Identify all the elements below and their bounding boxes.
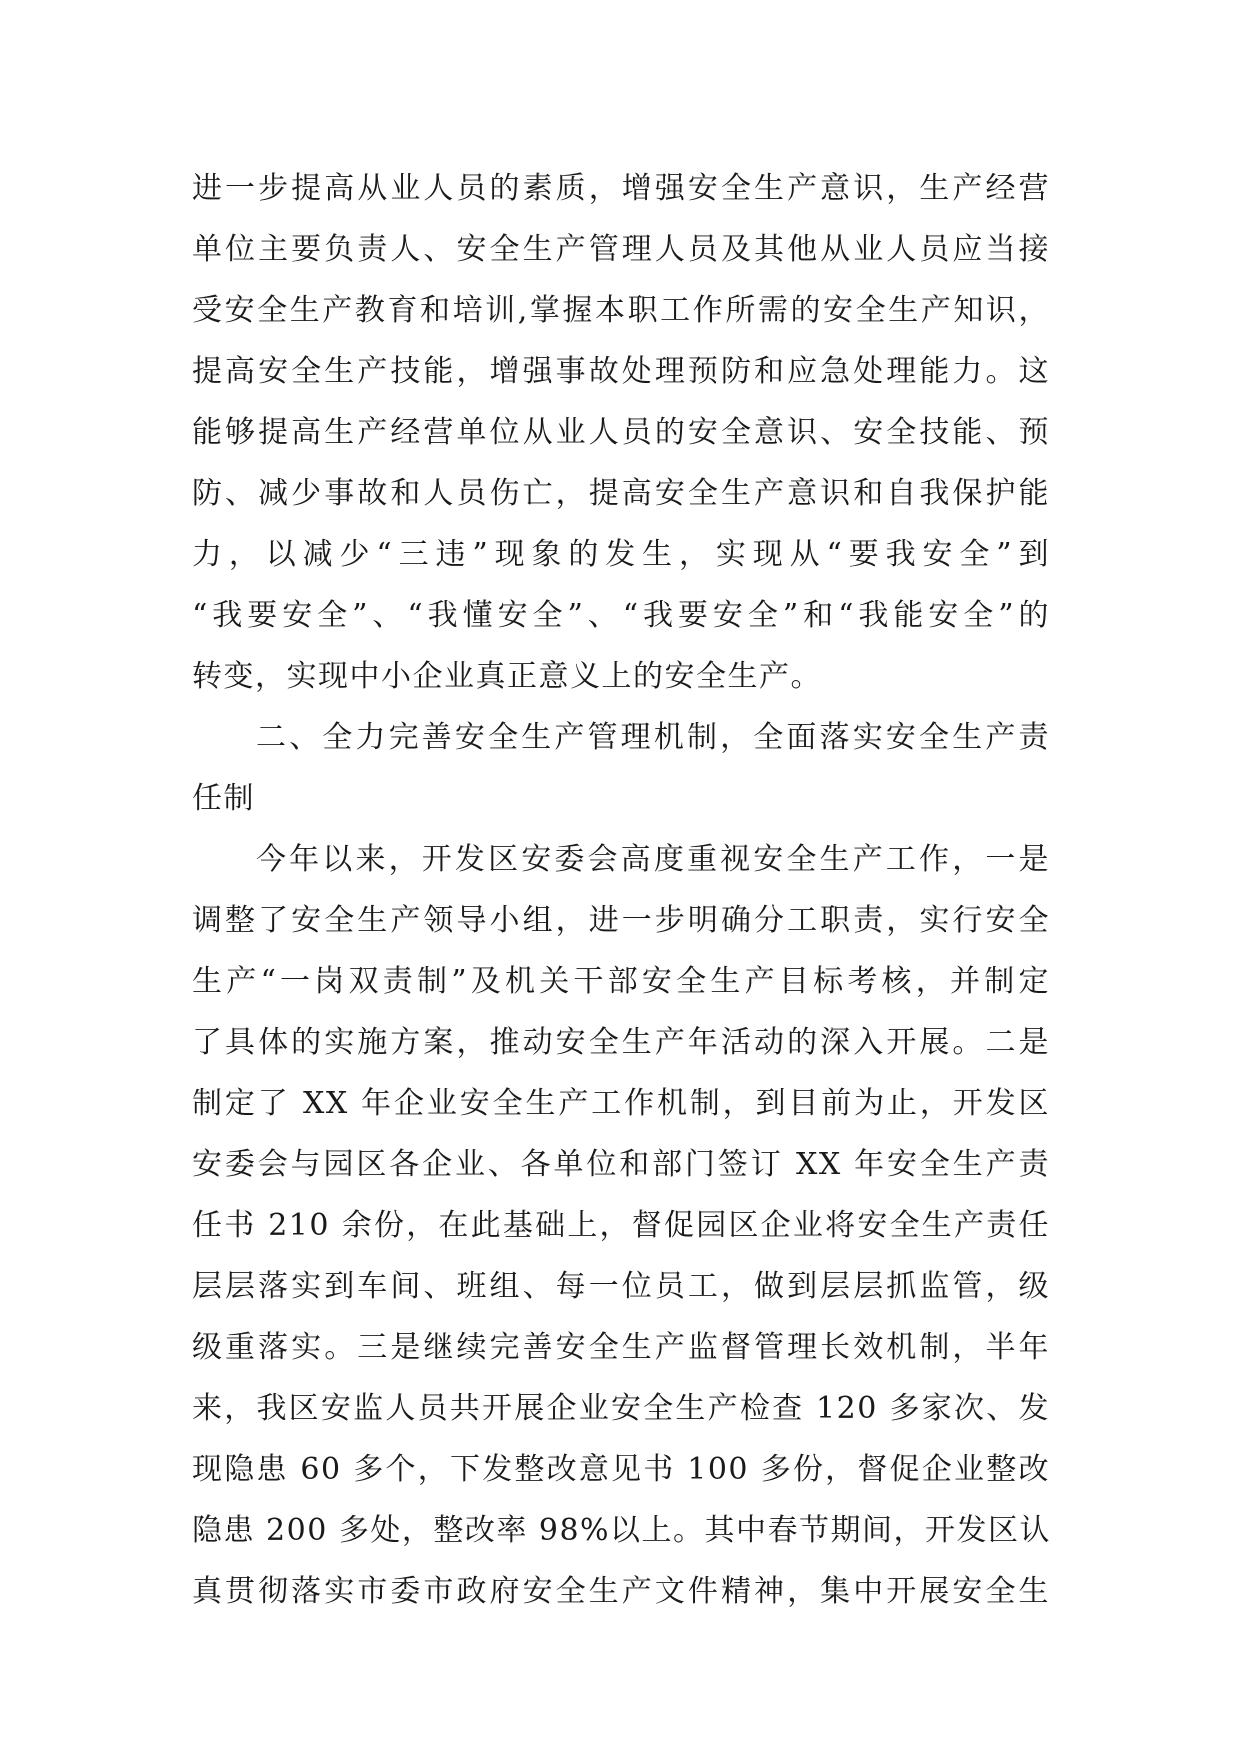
- text-line: 今年以来，开发区安委会高度重视安全生产工作，一是: [256, 842, 1050, 877]
- document-body-text: [192, 158, 1050, 1622]
- text-line: “我要安全”、“我懂安全”、“我要安全”和“我能安全”的: [192, 598, 1050, 633]
- text-line: 安委会与园区各企业、各单位和部门签订 XX 年安全生产责: [192, 1147, 1050, 1182]
- text-line: 隐患 200 多处，整改率 98%以上。其中春节期间，开发区认: [192, 1513, 1052, 1548]
- text-line: 级重落实。三是继续完善安全生产监督管理长效机制，半年: [192, 1330, 1050, 1365]
- text-line: 进一步提高从业人员的素质，增强安全生产意识，生产经营: [192, 171, 1050, 206]
- text-line: 二、全力完善安全生产管理机制，全面落实安全生产责: [256, 720, 1050, 755]
- text-line: 来，我区安监人员共开展企业安全生产检查 120 多家次、发: [192, 1391, 1050, 1426]
- text-line: 防、减少事故和人员伤亡，提高安全生产意识和自我保护能: [192, 476, 1050, 511]
- text-line: 受安全生产教育和培训,掌握本职工作所需的安全生产知识，: [192, 293, 1050, 328]
- text-line: 制定了 XX 年企业安全生产工作机制，到目前为止，开发区: [192, 1086, 1050, 1121]
- text-line: 层层落实到车间、班组、每一位员工，做到层层抓监管，级: [192, 1269, 1050, 1304]
- text-line: 调整了安全生产领导小组，进一步明确分工职责，实行安全: [192, 903, 1050, 938]
- text-line: 现隐患 60 多个，下发整改意见书 100 多份，督促企业整改: [192, 1452, 1050, 1487]
- text-line: 了具体的实施方案，推动安全生产年活动的深入开展。二是: [192, 1025, 1050, 1060]
- text-line: 真贯彻落实市委市政府安全生产文件精神，集中开展安全生: [192, 1574, 1050, 1609]
- text-line: 力，以减少“三违”现象的发生，实现从“要我安全”到: [192, 537, 1050, 572]
- text-line: 转变，实现中小企业真正意义上的安全生产。: [192, 659, 822, 694]
- text-line: 提高安全生产技能，增强事故处理预防和应急处理能力。这: [192, 354, 1050, 389]
- text-line: 任书 210 余份，在此基础上，督促园区企业将安全生产责任: [192, 1208, 1050, 1243]
- text-line: 任制: [192, 781, 255, 816]
- text-line: 单位主要负责人、安全生产管理人员及其他从业人员应当接: [192, 232, 1050, 267]
- text-line: 生产“一岗双责制”及机关干部安全生产目标考核，并制定: [192, 964, 1050, 999]
- text-line: 能够提高生产经营单位从业人员的安全意识、安全技能、预: [192, 415, 1050, 450]
